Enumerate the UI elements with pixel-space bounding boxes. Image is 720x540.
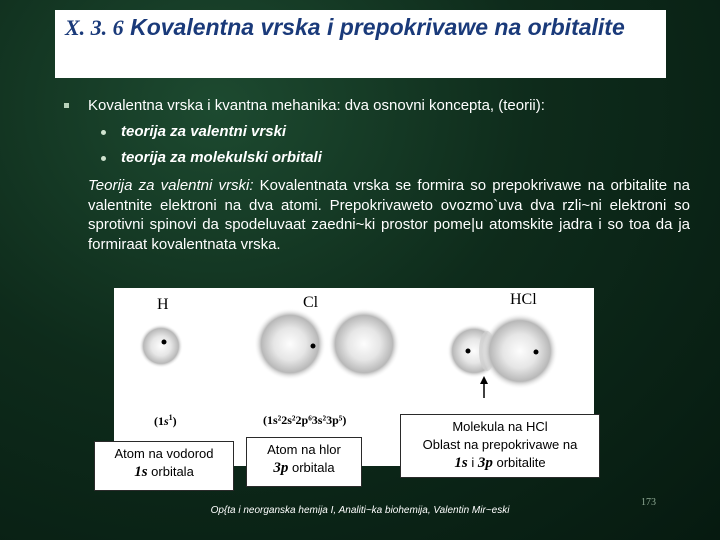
- hcl-cl-nucleus: [534, 350, 539, 355]
- callout-chlorine: Atom na hlor 3p orbitala: [246, 437, 362, 487]
- theory-paragraph: [62, 176, 690, 254]
- hcl-label: HCl: [510, 291, 537, 308]
- main-bullet: [62, 96, 690, 116]
- hcl-h-nucleus: [466, 349, 471, 354]
- square-bullet-icon: [64, 103, 69, 108]
- h-electron-config: $(1s^1)$: [154, 413, 177, 428]
- cl-orbital-left-lobe: [254, 308, 326, 380]
- title-box: [55, 10, 666, 78]
- slide-title: [65, 13, 656, 42]
- sub-bullet: [62, 122, 690, 142]
- round-bullet-icon: [101, 130, 106, 135]
- main-bullet-text: Kovalentna vrska i kvantna mehanika: dva osnovni koncepta, (teorii):: [88, 97, 545, 114]
- paragraph-lead: Teorija za valentni vrski:: [88, 177, 254, 194]
- callout-hydrogen: Atom na vodorod 1s orbitala: [94, 441, 234, 491]
- sub-bullet-text: teorija za valentni vrski: [121, 123, 287, 140]
- callout-hcl: Molekula na HCl Oblast na prepokrivawe na 1s i 3p orbitalite: [400, 414, 600, 478]
- title-number: X. 3. 6: [65, 15, 124, 40]
- overlap-arrow-icon: [480, 376, 488, 384]
- h-1s-orbital: [139, 324, 183, 368]
- sub-bullet-text: teorija za molekulski orbitali: [121, 149, 322, 166]
- cl-orbital-right-lobe: [328, 308, 400, 380]
- paragraph-body: Kovalentnata vrska se formira so prepokrivawe na orbitalite na valentnite elektroni na dva atomi. Prepokrivaweto ovozmo`uva dva rzli~ni elektroni so sprotivni spinovi da spodeluvaat zaedni~ki prostor pome|u atomskite jadra i so toa da ja formiraat kovalentnata vrska.: [88, 177, 690, 253]
- slide-content: [62, 96, 690, 254]
- h-label: H: [157, 296, 169, 313]
- cl-nucleus: [311, 344, 316, 349]
- footer: Op{ta i neorganska hemija I, Analiti~ka biohemija, Valentin Mir~eski: [210, 505, 510, 516]
- sub-bullet: [62, 148, 690, 168]
- cl-electron-config: (1s²2s²2p⁶3s²3p⁵): [263, 413, 347, 427]
- hcl-cl-orbital: [482, 313, 558, 389]
- cl-label: Cl: [303, 294, 319, 311]
- title-text: Kovalentna vrska i prepokrivawe na orbitalite: [130, 14, 625, 40]
- round-bullet-icon: [101, 156, 106, 161]
- page-number: 173: [641, 497, 656, 508]
- h-nucleus: [162, 340, 167, 345]
